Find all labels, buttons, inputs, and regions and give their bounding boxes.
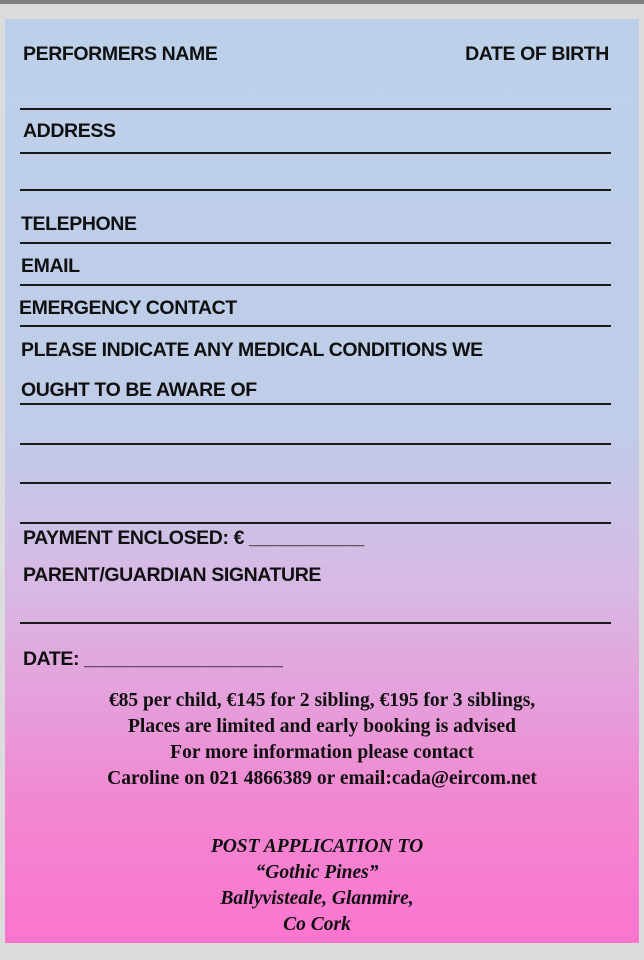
post-application-heading: POST APPLICATION TO — [210, 836, 424, 857]
contact-text: Caroline on 021 4866389 or email:cada@eircom.net — [107, 768, 537, 789]
emergency-contact-line[interactable] — [20, 325, 611, 327]
telephone-label: TELEPHONE — [21, 213, 137, 235]
signature-line[interactable] — [20, 622, 611, 624]
post-address-line-2: Co Cork — [283, 914, 351, 935]
date-label: DATE: ___________________ — [23, 648, 283, 670]
performers-name-label: PERFORMERS NAME — [23, 43, 218, 65]
date-of-birth-label: DATE OF BIRTH — [465, 43, 609, 65]
address-line-1[interactable] — [20, 152, 611, 154]
telephone-line[interactable] — [20, 242, 611, 244]
medical-line-1[interactable] — [20, 403, 611, 405]
pricing-text: €85 per child, €145 for 2 sibling, €195 for 3 siblings, — [108, 690, 536, 711]
address-label: ADDRESS — [23, 120, 116, 142]
medical-line-3[interactable] — [20, 482, 611, 484]
medical-line-4[interactable] — [20, 522, 611, 524]
medical-line-2[interactable] — [20, 443, 611, 445]
emergency-contact-label: EMERGENCY CONTACT — [19, 297, 237, 319]
payment-enclosed-label: PAYMENT ENCLOSED: € ___________ — [23, 527, 364, 549]
places-limited-text: Places are limited and early booking is advised — [127, 716, 517, 737]
top-border — [0, 0, 644, 4]
post-name: “Gothic Pines” — [255, 862, 379, 883]
email-label: EMAIL — [21, 255, 80, 277]
performers-name-line[interactable] — [20, 108, 611, 110]
more-info-text: For more information please contact — [170, 742, 474, 763]
address-line-2[interactable] — [20, 189, 611, 191]
medical-conditions-label-1: PLEASE INDICATE ANY MEDICAL CONDITIONS WE — [21, 339, 483, 361]
parent-signature-label: PARENT/GUARDIAN SIGNATURE — [23, 564, 322, 586]
application-form — [5, 19, 639, 943]
medical-conditions-label-2: OUGHT TO BE AWARE OF — [21, 379, 257, 401]
email-line[interactable] — [20, 284, 611, 286]
post-address-line-1: Ballyvisteale, Glanmire, — [220, 888, 414, 909]
